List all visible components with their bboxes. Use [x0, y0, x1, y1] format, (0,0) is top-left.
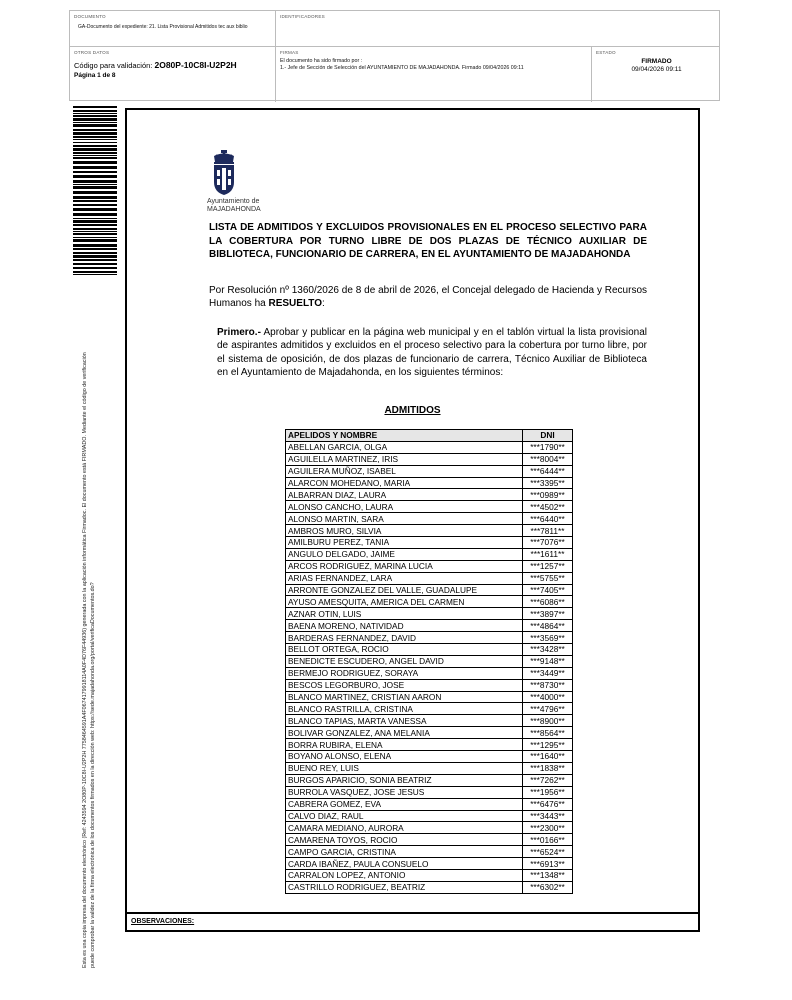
- applicant-name: CASTRILLO RODRIGUEZ, BEATRIZ: [286, 881, 523, 893]
- document-metadata-header: [69, 10, 720, 101]
- validation-code-label: Código para validación:: [74, 61, 153, 70]
- applicant-dni: ***4796**: [523, 703, 573, 715]
- applicant-name: ALARCON MOHEDANO, MARIA: [286, 477, 523, 489]
- table-row: [286, 869, 573, 881]
- applicant-dni: ***6302**: [523, 881, 573, 893]
- applicant-dni: ***1956**: [523, 786, 573, 798]
- table-row: [286, 644, 573, 656]
- applicant-name: ARIAS FERNANDEZ, LARA: [286, 572, 523, 584]
- applicant-name: CARRALON LOPEZ, ANTONIO: [286, 869, 523, 881]
- applicant-dni: ***4864**: [523, 620, 573, 632]
- table-row: [286, 560, 573, 572]
- resolution-bold: RESUELTO: [268, 298, 323, 310]
- municipal-logo: [207, 150, 271, 213]
- table-row: [286, 525, 573, 537]
- applicant-name: BLANCO TAPIAS, MARTA VANESSA: [286, 715, 523, 727]
- applicant-dni: ***3443**: [523, 810, 573, 822]
- table-row: [286, 477, 573, 489]
- applicant-name: ARRONTE GONZALEZ DEL VALLE, GUADALUPE: [286, 584, 523, 596]
- applicant-dni: ***8564**: [523, 727, 573, 739]
- applicant-dni: ***8900**: [523, 715, 573, 727]
- applicant-name: BAENA MORENO, NATIVIDAD: [286, 620, 523, 632]
- applicant-dni: ***4000**: [523, 691, 573, 703]
- applicant-name: BELLOT ORTEGA, ROCIO: [286, 644, 523, 656]
- table-row: [286, 453, 573, 465]
- table-row: [286, 548, 573, 560]
- applicant-name: AGUILELLA MARTINEZ, IRIS: [286, 453, 523, 465]
- applicant-name: CAMARA MEDIANO, AURORA: [286, 822, 523, 834]
- applicant-name: ABELLAN GARCIA, OLGA: [286, 441, 523, 453]
- applicant-name: BORRA RUBIRA, ELENA: [286, 739, 523, 751]
- table-row: [286, 774, 573, 786]
- applicant-dni: ***3395**: [523, 477, 573, 489]
- table-row: [286, 513, 573, 525]
- applicant-name: ALONSO MARTIN, SARA: [286, 513, 523, 525]
- table-row: [286, 679, 573, 691]
- applicant-name: AMBROS MURO, SILVIA: [286, 525, 523, 537]
- applicant-name: BARDERAS FERNANDEZ, DAVID: [286, 632, 523, 644]
- applicant-dni: ***1611**: [523, 548, 573, 560]
- table-row: [286, 715, 573, 727]
- applicant-name: BENEDICTE ESCUDERO, ANGEL DAVID: [286, 655, 523, 667]
- applicant-dni: ***6086**: [523, 596, 573, 608]
- identificadores-label: IDENTIFICADORES: [280, 14, 325, 19]
- primero-paragraph: [217, 326, 647, 380]
- applicant-dni: ***9148**: [523, 655, 573, 667]
- logo-line-1: Ayuntamiento de: [207, 198, 260, 205]
- applicant-name: ALONSO CANCHO, LAURA: [286, 501, 523, 513]
- otros-datos-cell: [70, 47, 276, 102]
- primero-text: Aprobar y publicar en la página web municipal y en el tablón virtual la lista provisional de aspirantes admitidos y excluidos en el proceso selectivo para la cobertura por turno libre, por el sistema de oposición, de dos plazas de funcionario de carrera, Técnico Auxiliar de Biblioteca en el Ayuntamiento de Majadahonda, en los siguientes términos:: [217, 327, 647, 379]
- applicant-name: BLANCO RASTRILLA, CRISTINA: [286, 703, 523, 715]
- applicant-name: AMILBURU PEREZ, TANIA: [286, 537, 523, 549]
- firmas-cell: [276, 47, 592, 102]
- observaciones-bar: [127, 912, 698, 930]
- table-row: [286, 751, 573, 763]
- table-row: [286, 834, 573, 846]
- logo-text: [207, 198, 271, 214]
- estado-cell: [592, 47, 721, 102]
- admitidos-table: [285, 429, 573, 894]
- table-row: [286, 881, 573, 893]
- otros-datos-label: OTROS DATOS: [74, 50, 110, 55]
- applicant-dni: ***7076**: [523, 537, 573, 549]
- side-verification-text-1: Esta es una copia impresa del documento electrónico (Ref: 4243594 2O80P-10C8I-U2P2H 7758464591A4F0674179918114A0F4D76F44936) generada con la aplicación informática Firmadoc. El documento está FIRMADO. Mediante el código de verificación: [82, 352, 88, 968]
- table-row: [286, 703, 573, 715]
- table-row: [286, 822, 573, 834]
- applicant-dni: ***6476**: [523, 798, 573, 810]
- table-row: [286, 655, 573, 667]
- metadata-row-bottom: [70, 47, 719, 102]
- table-row: [286, 691, 573, 703]
- estado-label: ESTADO: [596, 50, 616, 55]
- applicant-name: ANGULO DELGADO, JAIME: [286, 548, 523, 560]
- table-row: [286, 762, 573, 774]
- applicant-name: BURGOS APARICIO, SONIA BEATRIZ: [286, 774, 523, 786]
- table-row: [286, 501, 573, 513]
- validation-code: [74, 60, 237, 70]
- table-row: [286, 441, 573, 453]
- estado-date: 09/04/2026 09:11: [631, 66, 682, 73]
- applicant-name: CALVO DIAZ, RAUL: [286, 810, 523, 822]
- resolution-end: :: [322, 298, 325, 310]
- column-header-name: APELIDOS Y NOMBRE: [286, 430, 523, 442]
- table-row: [286, 572, 573, 584]
- applicant-dni: ***8004**: [523, 453, 573, 465]
- table-row: [286, 537, 573, 549]
- applicant-name: AZNAR OTIN, LUIS: [286, 608, 523, 620]
- applicant-dni: ***7405**: [523, 584, 573, 596]
- table-row: [286, 620, 573, 632]
- applicant-dni: ***3569**: [523, 632, 573, 644]
- table-row: [286, 596, 573, 608]
- logo-line-2: MAJADAHONDA: [207, 206, 261, 213]
- applicant-name: BURROLA VASQUEZ, JOSE JESUS: [286, 786, 523, 798]
- applicant-dni: ***7811**: [523, 525, 573, 537]
- applicant-dni: ***1790**: [523, 441, 573, 453]
- applicant-dni: ***1640**: [523, 751, 573, 763]
- documento-value: GA-Documento del expediente: 21. Lista Provisional Admitidos tec aux biblio: [78, 24, 248, 30]
- applicant-dni: ***8730**: [523, 679, 573, 691]
- page-indicator: Página 1 de 8: [74, 72, 116, 79]
- applicant-name: ARCOS RODRIGUEZ, MARINA LUCIA: [286, 560, 523, 572]
- table-row: [286, 798, 573, 810]
- applicant-dni: ***6913**: [523, 858, 573, 870]
- applicant-name: CAMARENA TOYOS, ROCIO: [286, 834, 523, 846]
- table-row: [286, 632, 573, 644]
- validation-code-value: 2O80P-10C8I-U2P2H: [154, 60, 237, 70]
- applicant-name: CAMPO GARCIA, CRISTINA: [286, 846, 523, 858]
- table-row: [286, 810, 573, 822]
- resolution-paragraph: [209, 284, 647, 311]
- table-row: [286, 667, 573, 679]
- firmas-line-2: 1.- Jefe de Sección de Selección del AYUNTAMIENTO DE MAJADAHONDA. Firmado 09/04/2026 09:11: [280, 65, 524, 71]
- metadata-row-top: [70, 11, 719, 47]
- applicant-name: BERMEJO RODRIGUEZ, SORAYA: [286, 667, 523, 679]
- applicant-dni: ***3897**: [523, 608, 573, 620]
- table-row: [286, 608, 573, 620]
- applicant-name: BOLIVAR GONZALEZ, ANA MELANIA: [286, 727, 523, 739]
- applicant-dni: ***2300**: [523, 822, 573, 834]
- table-row: [286, 465, 573, 477]
- column-header-dni: DNI: [523, 430, 573, 442]
- table-body: [286, 441, 573, 893]
- applicant-dni: ***1295**: [523, 739, 573, 751]
- documento-cell: [70, 11, 276, 46]
- applicant-name: BLANCO MARTINEZ, CRISTIAN AARON: [286, 691, 523, 703]
- coat-of-arms-icon: [207, 150, 241, 196]
- applicant-dni: ***6444**: [523, 465, 573, 477]
- applicant-name: AYUSO AMESQUITA, AMERICA DEL CARMEN: [286, 596, 523, 608]
- table-row: [286, 739, 573, 751]
- applicant-name: BUENO REY, LUIS: [286, 762, 523, 774]
- table-row: [286, 858, 573, 870]
- estado-value: FIRMADO: [641, 58, 672, 65]
- admitidos-heading: ADMITIDOS: [384, 405, 441, 416]
- identificadores-cell: [276, 11, 721, 46]
- applicant-dni: ***0989**: [523, 489, 573, 501]
- table-row: [286, 489, 573, 501]
- barcode: [73, 106, 117, 276]
- applicant-name: AGUILERA MUÑOZ, ISABEL: [286, 465, 523, 477]
- applicant-name: BOYANO ALONSO, ELENA: [286, 751, 523, 763]
- primero-label: Primero.-: [217, 327, 261, 338]
- table-header-row: [286, 430, 573, 442]
- document-page: [125, 108, 700, 932]
- applicant-dni: ***1838**: [523, 762, 573, 774]
- table-row: [286, 584, 573, 596]
- observaciones-label: OBSERVACIONES:: [131, 918, 195, 925]
- applicant-dni: ***4502**: [523, 501, 573, 513]
- applicant-dni: ***5755**: [523, 572, 573, 584]
- applicant-name: CARDA IBAÑEZ, PAULA CONSUELO: [286, 858, 523, 870]
- applicant-dni: ***1257**: [523, 560, 573, 572]
- applicant-dni: ***3449**: [523, 667, 573, 679]
- firmas-label: FIRMAS: [280, 50, 299, 55]
- table-row: [286, 846, 573, 858]
- firmas-line-1: El documento ha sido firmado por :: [280, 58, 363, 64]
- applicant-dni: ***1348**: [523, 869, 573, 881]
- applicant-dni: ***6524**: [523, 846, 573, 858]
- side-verification-text-2: puede comprobar la validez de la firma electrónica de los documentos firmados en la dirección web: https://sede.majadahonda.org/portal/verificaDocumentos.do?: [90, 582, 96, 968]
- applicant-dni: ***7262**: [523, 774, 573, 786]
- applicant-dni: ***6440**: [523, 513, 573, 525]
- applicant-dni: ***3428**: [523, 644, 573, 656]
- table-row: [286, 786, 573, 798]
- applicant-dni: ***0166**: [523, 834, 573, 846]
- resolution-text: Por Resolución nº 1360/2026 de 8 de abril de 2026, el Concejal delegado de Hacienda y Recursos Humanos ha: [209, 285, 647, 310]
- document-title: LISTA DE ADMITIDOS Y EXCLUIDOS PROVISIONALES EN EL PROCESO SELECTIVO PARA LA COBERTURA POR TURNO LIBRE DE DOS PLAZAS DE TÉCNICO AUXILIAR DE BIBLIOTECA, FUNCIONARIO DE CARRERA, EN EL AYUNTAMIENTO DE MAJADAHONDA: [209, 222, 647, 261]
- applicant-name: CABRERA GOMEZ, EVA: [286, 798, 523, 810]
- applicant-name: BESCOS LEGORBURO, JOSE: [286, 679, 523, 691]
- applicant-name: ALBARRAN DIAZ, LAURA: [286, 489, 523, 501]
- table-row: [286, 727, 573, 739]
- documento-label: DOCUMENTO: [74, 14, 106, 19]
